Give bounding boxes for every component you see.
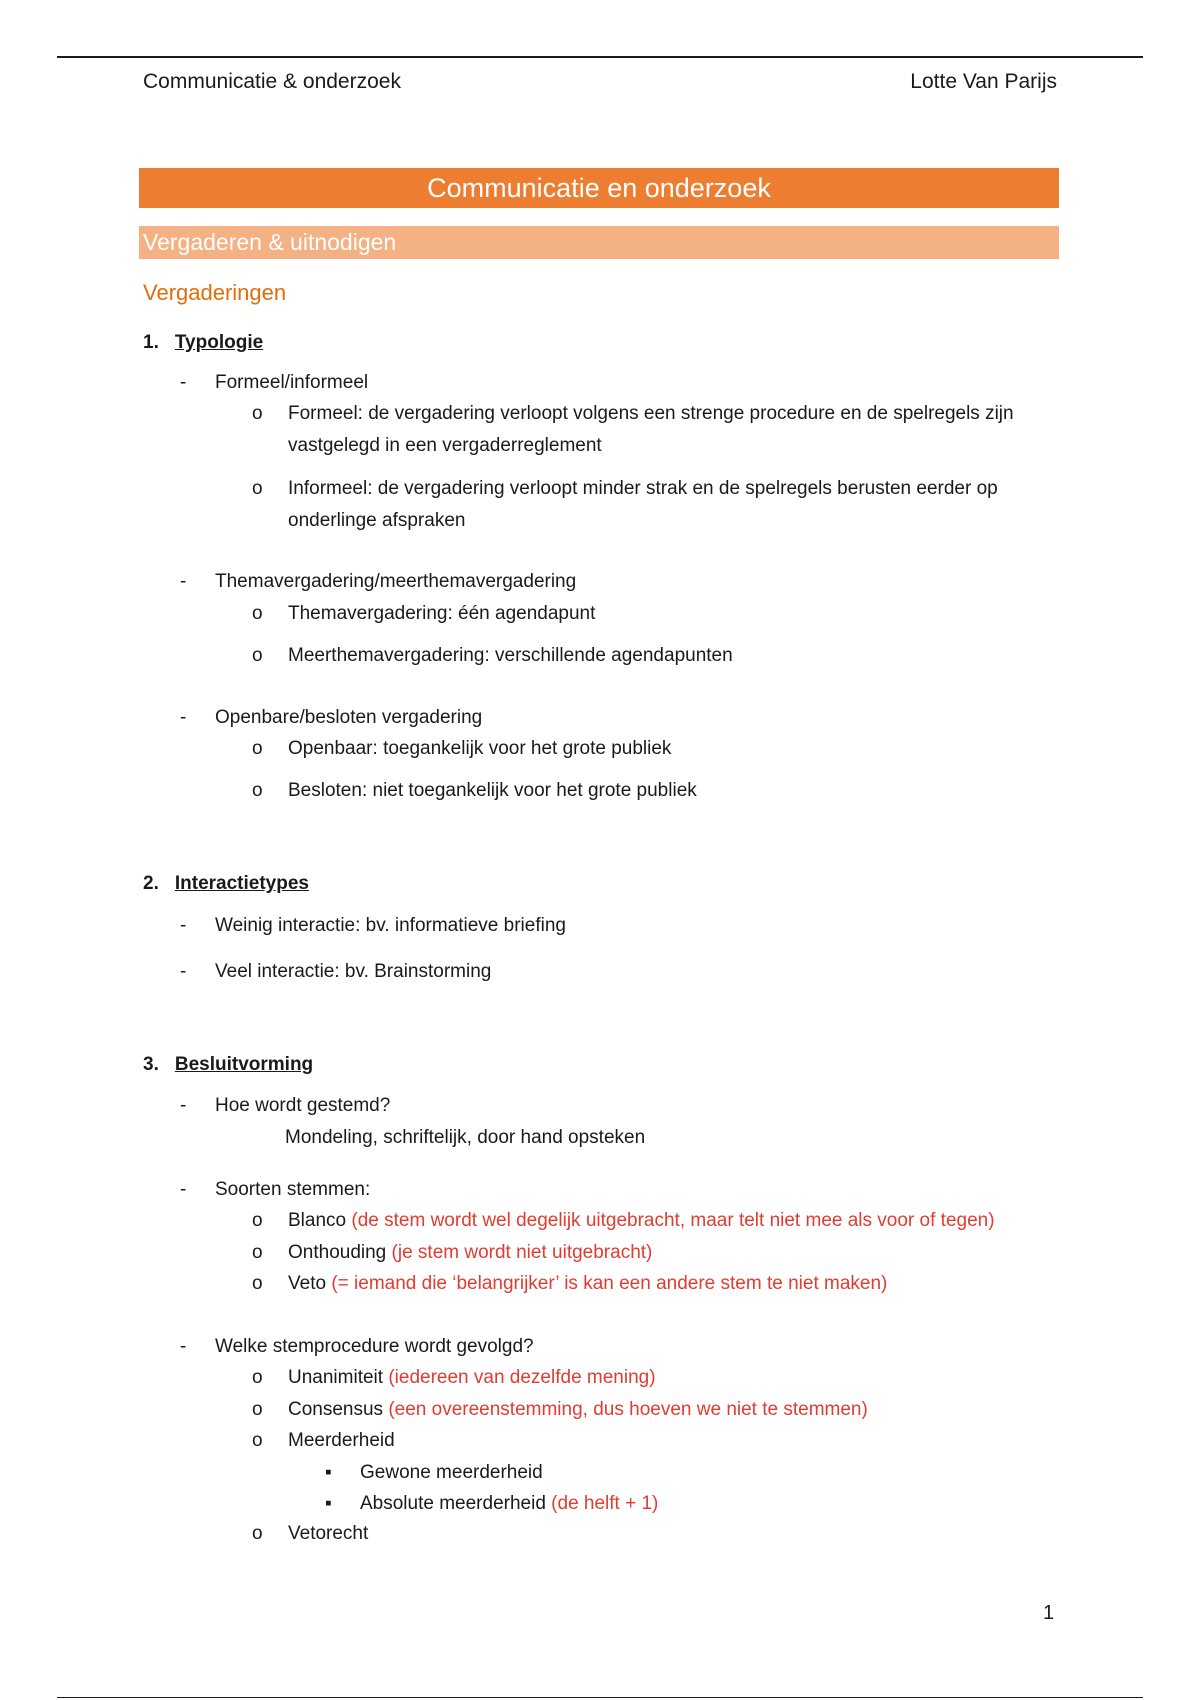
- circle-bullet: o: [252, 1399, 263, 1420]
- list-item: Besloten: niet toegankelijk voor het grote publiek: [288, 780, 697, 801]
- circle-bullet: o: [252, 738, 263, 759]
- square-bullet: ▪: [325, 1493, 332, 1514]
- circle-bullet: o: [252, 645, 263, 666]
- list-item: Hoe wordt gestemd?: [215, 1095, 391, 1116]
- section-number: 2.: [143, 873, 159, 894]
- list-item: Themavergadering/meerthemavergadering: [215, 571, 577, 592]
- page-header: [143, 70, 1057, 100]
- top-rule: [57, 56, 1143, 58]
- section-number: 3.: [143, 1054, 159, 1075]
- annotation-note: (iedereen van dezelfde mening): [388, 1367, 656, 1388]
- section-number: 1.: [143, 332, 159, 353]
- list-item: Openbare/besloten vergadering: [215, 707, 483, 728]
- circle-bullet: o: [252, 603, 263, 624]
- list-item: Openbaar: toegankelijk voor het grote publiek: [288, 738, 672, 759]
- list-item: Formeel: de vergadering verloopt volgens een strenge procedure en de spelregels zijn vastgelegd in een vergaderreglement: [288, 403, 1014, 456]
- list-item: Absolute meerderheid (de helft + 1): [360, 1493, 659, 1514]
- section-title: Besluitvorming: [174, 1054, 314, 1075]
- annotation-note: (een overeenstemming, dus hoeven we niet te stemmen): [388, 1399, 868, 1420]
- list-item: Unanimiteit (iedereen van dezelfde mening): [288, 1367, 656, 1388]
- bottom-rule: [57, 1697, 1143, 1698]
- section-1-heading: [143, 331, 263, 355]
- section-heading: Vergaderingen: [143, 280, 287, 305]
- section-2-heading: [143, 872, 309, 896]
- annotation-note: (je stem wordt niet uitgebracht): [391, 1242, 653, 1263]
- list-item: Meerderheid: [288, 1430, 395, 1451]
- list-item: Vetorecht: [288, 1523, 369, 1544]
- list-item: Veel interactie: bv. Brainstorming: [215, 961, 492, 982]
- annotation-note: (de helft + 1): [551, 1493, 659, 1514]
- list-item: Soorten stemmen:: [215, 1179, 371, 1200]
- circle-bullet: o: [252, 1273, 263, 1294]
- list-item: Gewone meerderheid: [360, 1462, 543, 1483]
- dash-marker: -: [180, 961, 187, 982]
- list-item: Consensus (een overeenstemming, dus hoeven we niet te stemmen): [288, 1399, 868, 1420]
- chapter-heading: Vergaderen & uitnodigen: [139, 226, 1059, 259]
- section-title: Typologie: [174, 332, 264, 353]
- dash-marker: -: [180, 1336, 187, 1357]
- section-title: Interactietypes: [174, 873, 309, 894]
- annotation-note: (de stem wordt wel degelijk uitgebracht, maar telt niet mee als voor of tegen): [351, 1210, 995, 1231]
- list-item: Veto (= iemand die ‘belangrijker’ is kan een andere stem te niet maken): [288, 1273, 888, 1294]
- page-number: 1: [1043, 1602, 1055, 1624]
- square-bullet: ▪: [325, 1462, 332, 1483]
- dash-marker: -: [180, 1095, 187, 1116]
- circle-bullet: o: [252, 1367, 263, 1388]
- dash-marker: -: [180, 707, 187, 728]
- list-item: Blanco (de stem wordt wel degelijk uitgebracht, maar telt niet mee als voor of tegen): [288, 1210, 995, 1231]
- circle-bullet: o: [252, 1210, 263, 1231]
- circle-bullet: o: [252, 1430, 263, 1451]
- list-item: Themavergadering: één agendapunt: [288, 603, 596, 624]
- dash-marker: -: [180, 372, 187, 393]
- list-item: Weinig interactie: bv. informatieve briefing: [215, 915, 566, 936]
- annotation-note: (= iemand die ‘belangrijker’ is kan een andere stem te niet maken): [331, 1273, 888, 1294]
- circle-bullet: o: [252, 478, 263, 499]
- list-item: Meerthemavergadering: verschillende agendapunten: [288, 645, 733, 666]
- section-3-heading: [143, 1053, 313, 1077]
- list-item: Onthouding (je stem wordt niet uitgebracht): [288, 1242, 653, 1263]
- circle-bullet: o: [252, 403, 263, 424]
- list-item-detail: Mondeling, schriftelijk, door hand opsteken: [285, 1127, 646, 1148]
- circle-bullet: o: [252, 1242, 263, 1263]
- list-item: Informeel: de vergadering verloopt minder strak en de spelregels berusten eerder op onderlinge afspraken: [288, 478, 998, 531]
- header-course: Communicatie & onderzoek: [143, 70, 401, 93]
- circle-bullet: o: [252, 780, 263, 801]
- document-title: Communicatie en onderzoek: [139, 168, 1059, 208]
- circle-bullet: o: [252, 1523, 263, 1544]
- list-item: Welke stemprocedure wordt gevolgd?: [215, 1336, 534, 1357]
- dash-marker: -: [180, 915, 187, 936]
- dash-marker: -: [180, 1179, 187, 1200]
- dash-marker: -: [180, 571, 187, 592]
- list-item: Formeel/informeel: [215, 372, 369, 393]
- header-author: Lotte Van Parijs: [910, 70, 1057, 93]
